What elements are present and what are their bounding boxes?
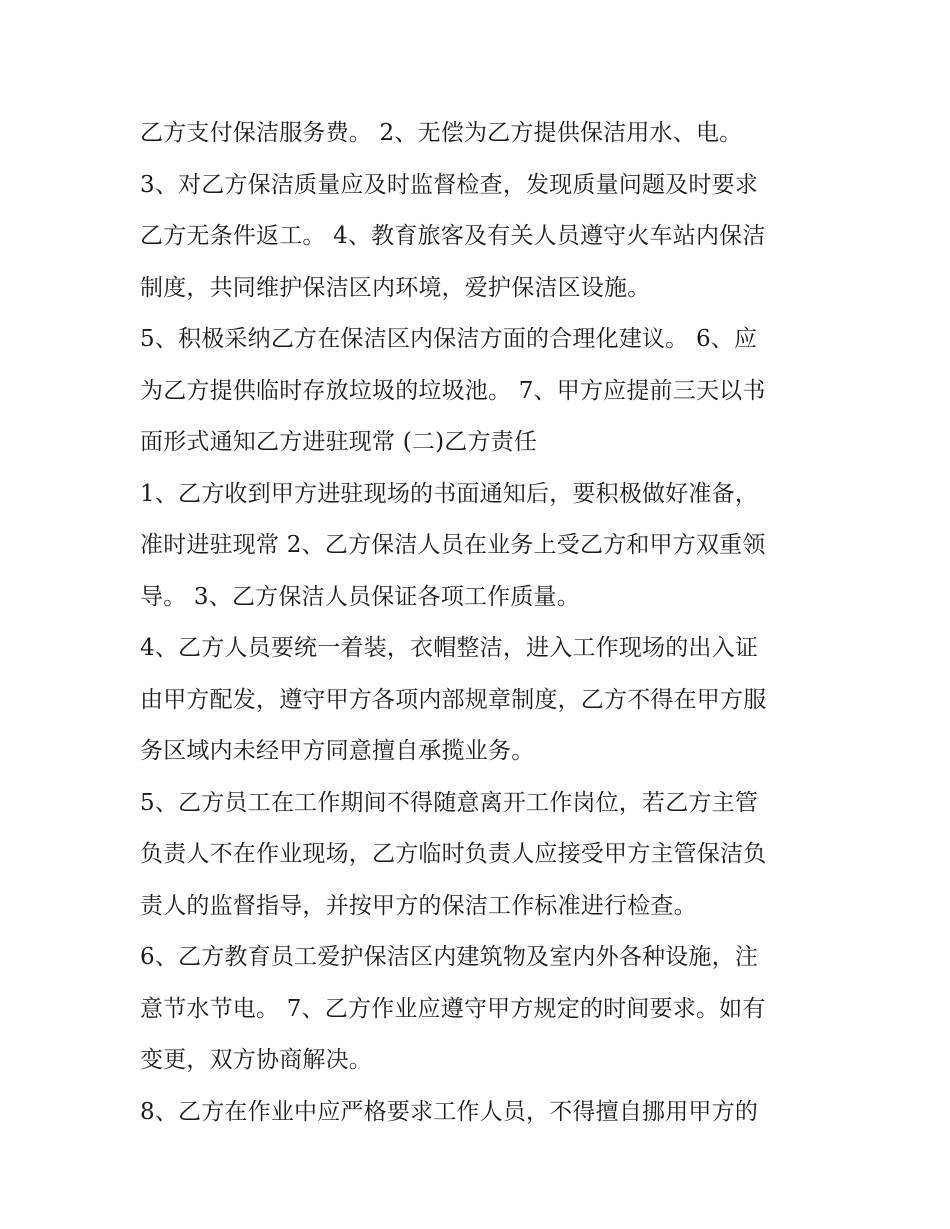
text-line: 导。 3、乙方保洁人员保证各项工作质量。 bbox=[140, 583, 580, 610]
text-line: 8、乙方在作业中应严格要求工作人员，不得擅自挪用甲方的 bbox=[140, 1098, 759, 1125]
text-line: 务区域内未经甲方同意擅自承揽业务。 bbox=[140, 738, 535, 764]
text-line: 制度，共同维护保洁区内环境，爱护保洁区设施。 bbox=[140, 274, 651, 301]
text-line: 负责人不在作业现场，乙方临时负责人应接受甲方主管保洁负 bbox=[140, 841, 767, 867]
text-line: 变更，双方协商解决。 bbox=[140, 1047, 372, 1073]
text-line: 5、积极采纳乙方在保洁区内保洁方面的合理化建议。 6、应 bbox=[140, 326, 758, 352]
text-line: 责人的监督指导，并按甲方的保洁工作标准进行检查。 bbox=[140, 892, 697, 919]
text-line: 乙方无条件返工。 4、教育旅客及有关人员遵守火车站内保洁 bbox=[140, 223, 766, 249]
text-line: 3、对乙方保洁质量应及时监督检查，发现质量问题及时要求 bbox=[140, 171, 759, 198]
text-line: 4、乙方人员要统一着装，衣帽整洁，进入工作现场的出入证 bbox=[140, 635, 759, 661]
text-line: 意节水节电。 7、乙方作业应遵守甲方规定的时间要求。如有 bbox=[140, 995, 766, 1022]
text-line: 1、乙方收到甲方进驻现场的书面通知后，要积极做好准备， bbox=[140, 480, 759, 507]
text-line: 6、乙方教育员工爱护保洁区内建筑物及室内外各种设施，注 bbox=[140, 944, 759, 970]
text-line: 为乙方提供临时存放垃圾的垃圾池。 7、甲方应提前三天以书 bbox=[140, 377, 766, 404]
text-line: 乙方支付保洁服务费。 2、无偿为乙方提供保洁用水、电。 bbox=[140, 120, 743, 146]
text-line: 面形式通知乙方进驻现常 (二)乙方责任 bbox=[140, 429, 538, 455]
text-line: 5、乙方员工在工作期间不得随意离开工作岗位，若乙方主管 bbox=[140, 789, 759, 816]
text-line: 准时进驻现常 2、乙方保洁人员在业务上受乙方和甲方双重领 bbox=[140, 532, 766, 558]
text-line: 由甲方配发，遵守甲方各项内部规章制度，乙方不得在甲方服 bbox=[140, 686, 767, 713]
document-body bbox=[140, 108, 820, 1138]
